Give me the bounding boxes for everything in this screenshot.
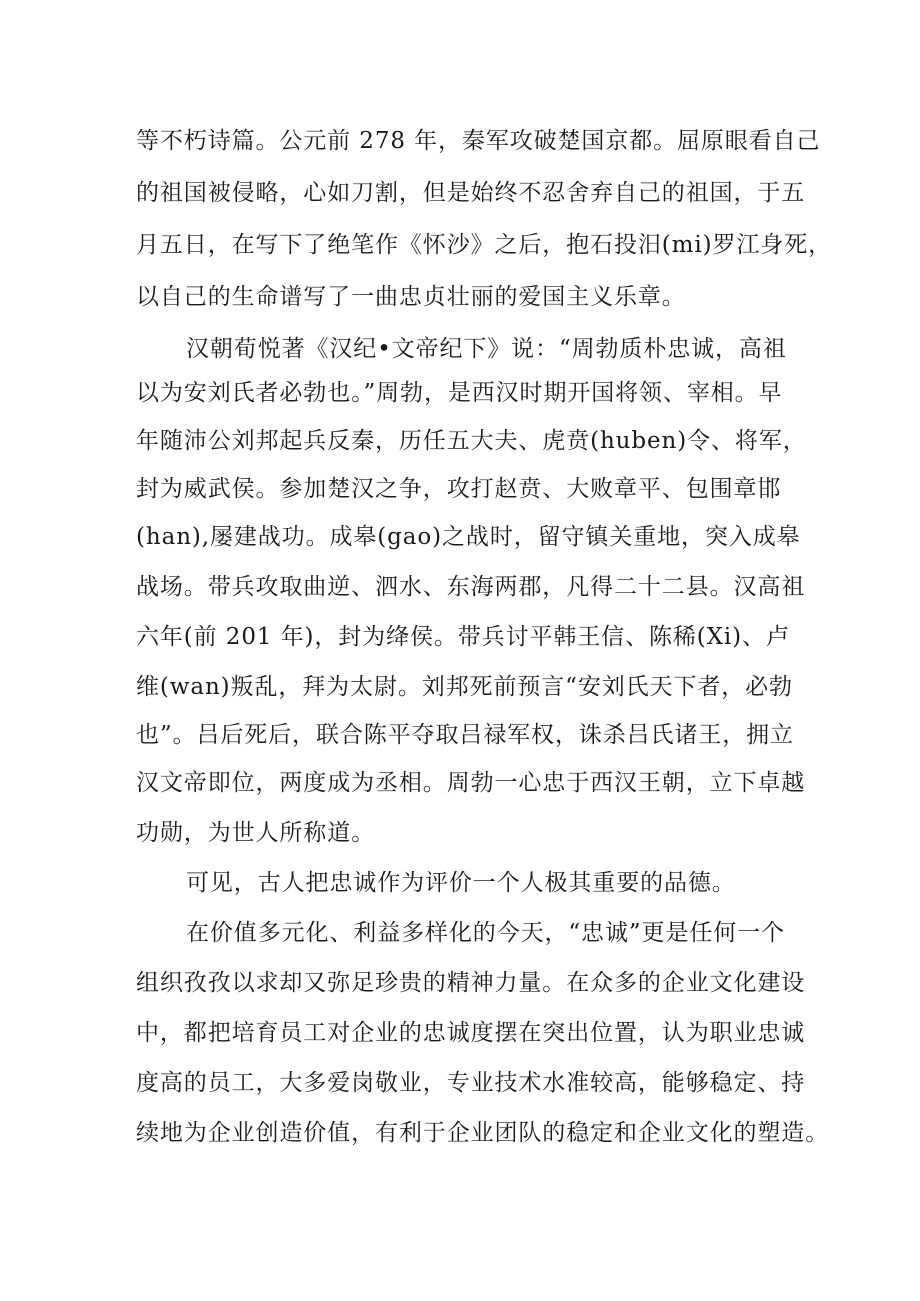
text-line: 度高的员工，大多爱岗敬业，专业技术水准较高，能够稳定、持 <box>136 1070 806 1096</box>
text-line: 的祖国被侵略，心如刀割，但是始终不忍舍弃自己的祖国，于五 <box>136 180 806 206</box>
text-line: 月五日，在写下了绝笔作《怀沙》之后，抱石投汨(mi)罗江身死， <box>136 232 833 258</box>
text-line: 续地为企业创造价值，有利于企业团队的稳定和企业文化的塑造。 <box>136 1120 830 1146</box>
text-line: 以自己的生命谱写了一曲忠贞壮丽的爱国主义乐章。 <box>136 284 686 310</box>
text-line: 功勋，为世人所称道。 <box>136 820 375 846</box>
text-line: 封为威武侯。参加楚汉之争，攻打赵贲、大败章平、包围章邯 <box>136 476 782 502</box>
text-line: 汉文帝即位，两度成为丞相。周勃一心忠于西汉王朝，立下卓越 <box>136 770 806 796</box>
text-line: 维(wan)叛乱，拜为太尉。刘邦死前预言“安刘氏天下者，必勃 <box>136 674 793 700</box>
text-line: 年随沛公刘邦起兵反秦，历任五大夫、虎贲(huben)令、将军， <box>136 428 807 454</box>
text-line: 组织孜孜以求却又弥足珍贵的精神力量。在众多的企业文化建设 <box>136 970 806 996</box>
text-line: 战场。带兵攻取曲逆、泗水、东海两郡，凡得二十二县。汉高祖 <box>136 574 806 600</box>
text-line: (han),屡建战功。成皋(gao)之战时，留守镇关重地，突入成皋 <box>136 524 801 550</box>
text-line: 中，都把培育员工对企业的忠诚度摆在突出位置，认为职业忠诚 <box>136 1020 806 1046</box>
text-line: 也”。吕后死后，联合陈平夺取吕禄军权，诛杀吕氏诸王，拥立 <box>136 722 794 748</box>
paragraph-first-line: 在价值多元化、利益多样化的今天，“忠诚”更是任何一个 <box>186 920 785 946</box>
text-line: 等不朽诗篇。公元前 278 年，秦军攻破楚国京都。屈原眼看自己 <box>136 128 821 154</box>
text-line: 六年(前 201 年)，封为绛侯。带兵讨平韩王信、陈稀(Xi)、卢 <box>136 624 790 650</box>
paragraph-first-line: 可见，古人把忠诚作为评价一个人极其重要的品德。 <box>186 870 736 896</box>
paragraph-first-line: 汉朝荀悦著《汉纪•文帝纪下》说：“周勃质朴忠诚，高祖 <box>186 336 787 362</box>
text-line: 以为安刘氏者必勃也。”周勃，是西汉时期开国将领、宰相。早 <box>136 380 783 406</box>
